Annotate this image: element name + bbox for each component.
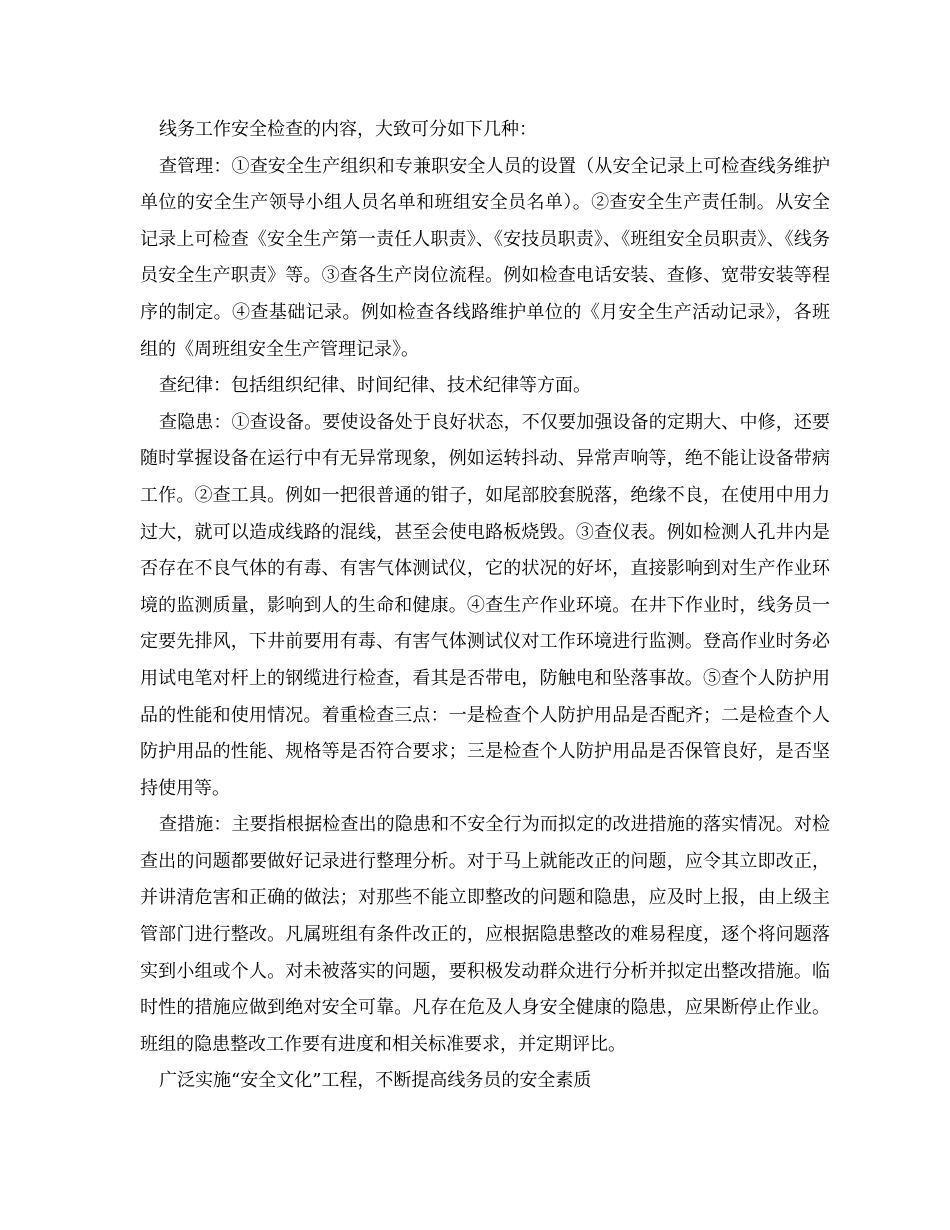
paragraph-check-measures: 查措施：主要指根据检查出的隐患和不安全行为而拟定的改进措施的落实情况。对检查出的问题都要做好记录进行整理分析。对于马上就能改正的问题，应令其立即改正，并讲清危害和正确的做法；对那些不能立即整改的问题和隐患，应及时上报，由上级主管部门进行整改。凡属班组有条件改正的，应根据隐患整改的难易程度，逐个将问题落实到小组或个人。对未被落实的问题，要积极发动群众进行分析并拟定出整改措施。临时性的措施应做到绝对安全可靠。凡存在危及人身安全健康的隐患，应果断停止作业。班组的隐患整改工作要有进度和相关标准要求，并定期评比。 — [140, 814, 830, 1055]
document-body — [140, 112, 830, 1100]
paragraph-check-hazards: 查隐患：①查设备。要使设备处于良好状态，不仅要加强设备的定期大、中修，还要随时掌握设备在运行中有无异常现象，例如运转抖动、异常声响等，绝不能让设备带病工作。②查工具。例如一把很普通的钳子，如尾部胶套脱落，绝缘不良，在使用中用力过大，就可以造成线路的混线，甚至会使电路板烧毁。③查仪表。例如检测人孔井内是否存在不良气体的有毒、有害气体测试仪，它的状况的好坏，直接影响到对生产作业环境的监测质量，影响到人的生命和健康。④查生产作业环境。在井下作业时，线务员一定要先排风，下井前要用有毒、有害气体测试仪对工作环境进行监测。登高作业时务必用试电笔对杆上的钢缆进行检查，看其是否带电，防触电和坠落事故。⑤查个人防护用品的性能和使用情况。着重检查三点：一是检查个人防护用品是否配齐；二是检查个人防护用品的性能、规格等是否符合要求；三是检查个人防护用品是否保管良好，是否坚持使用等。 — [140, 411, 830, 799]
paragraph-intro: 线务工作安全检查的内容，大致可分如下几种： — [159, 119, 537, 140]
paragraph-check-management: 查管理：①查安全生产组织和专兼职安全人员的设置（从安全记录上可检查线务维护单位的安全生产领导小组人员名单和班组安全员名单）。②查安全生产责任制。从安全记录上可检查《安全生产第一责任人职责》、《安技员职责》、《班组安全员职责》、《线务员安全生产职责》等。③查各生产岗位流程。例如检查电话安装、查修、宽带安装等程序的制定。④查基础记录。例如检查各线路维护单位的《月安全生产活动记录》，各班组的《周班组安全生产管理记录》。 — [140, 155, 830, 360]
paragraph-safety-culture-heading: 广泛实施“安全文化”工程，不断提高线务员的安全素质 — [159, 1070, 592, 1092]
paragraph-check-discipline: 查纪律：包括组织纪律、时间纪律、技术纪律等方面。 — [159, 375, 591, 397]
